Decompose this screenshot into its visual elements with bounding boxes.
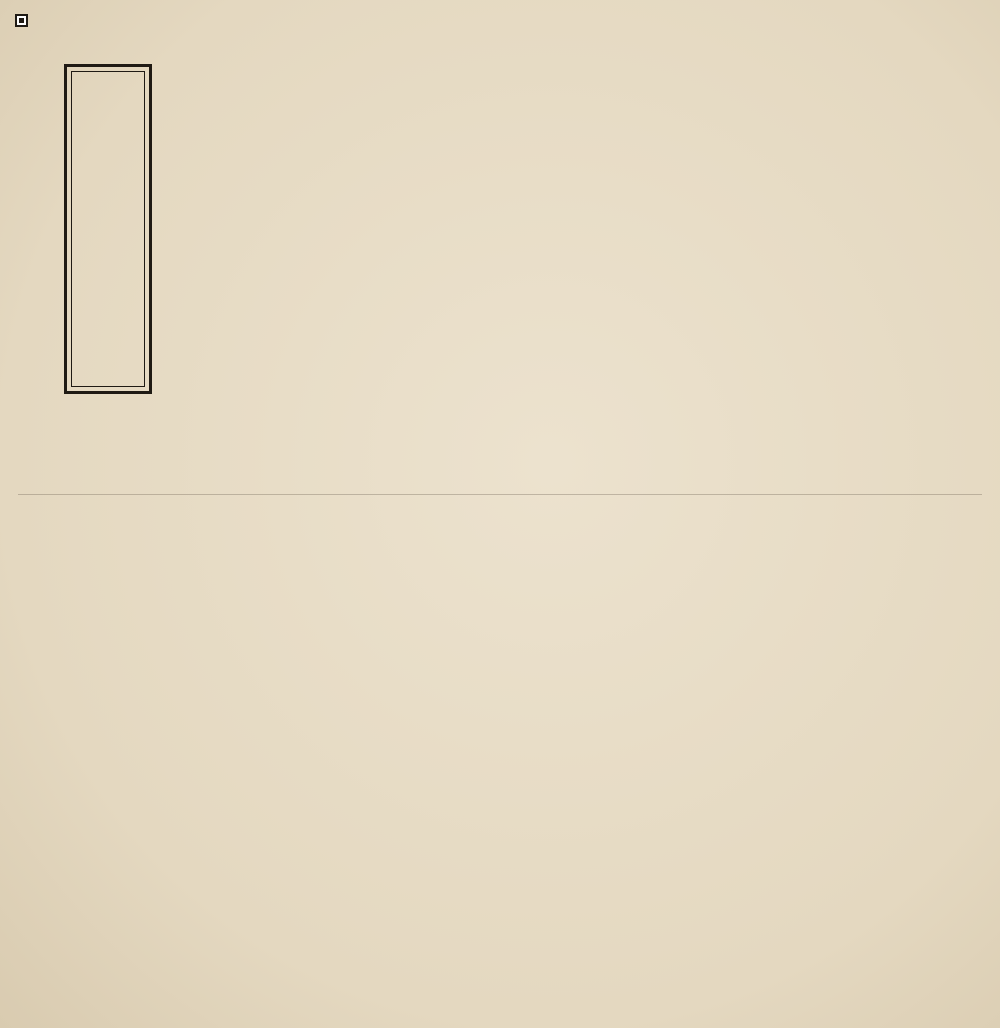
series-title — [8, 14, 34, 30]
year-label-box — [64, 64, 152, 394]
section-divider — [18, 494, 982, 495]
year-label — [67, 67, 149, 391]
square-bullet-icon — [15, 14, 28, 27]
